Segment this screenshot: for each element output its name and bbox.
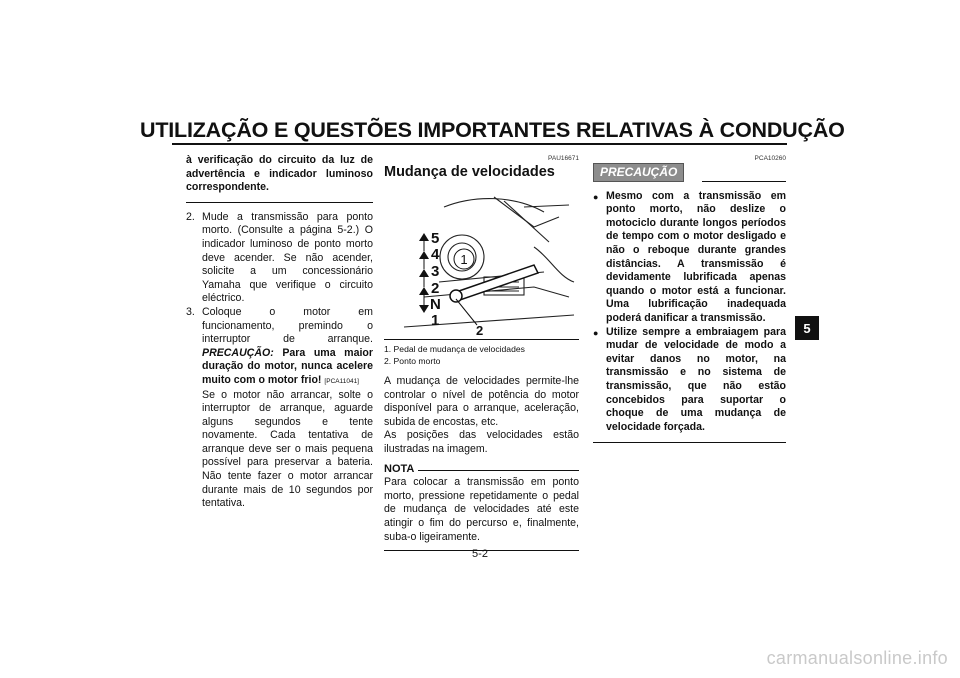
title-rule: [172, 143, 787, 145]
intro-text: à verificação do circuito da luz de advertência e indicador luminoso correspondente.: [186, 154, 373, 194]
caution-code: PCA10260: [754, 155, 786, 162]
figure-caption-1: 1. Pedal de mudança de velocidades: [384, 344, 525, 354]
bullet-text: Utilize sempre a embraiagem para mudar de velocidade de modo a evitar danos no motor, na transmissão e no sistema de transmissão, que não estão concebidos para suportar o choque de uma mudança de velocidade forçada.: [606, 325, 786, 433]
page-title: UTILIZAÇÃO E QUESTÕES IMPORTANTES RELATIVAS À CONDUÇÃO: [140, 118, 845, 142]
caution-bullet-2: [593, 326, 786, 435]
step-body: [202, 306, 373, 511]
caution-bullet-1: [593, 190, 786, 326]
gear-label-3: 3: [431, 263, 440, 280]
step-number: 3.: [186, 305, 195, 318]
precaucao-header: [593, 163, 786, 182]
column-right: [593, 154, 786, 443]
step-number: 2.: [186, 210, 195, 223]
caution-label: PRECAUÇÃO:: [202, 346, 274, 359]
caution-text: Para uma maior duração do motor, nunca acelere muito com o motor frio!: [202, 346, 373, 386]
step-text: Coloque o motor em funcionamento, premindo o interruptor de arranque.: [202, 305, 373, 346]
callout-2: 2: [476, 323, 484, 337]
nota-rule: [418, 470, 579, 471]
gear-shift-illustration: [384, 187, 579, 337]
watermark: carmanualsonline.info: [766, 648, 948, 668]
section-code: PAU16671: [548, 155, 579, 162]
column-left: [186, 154, 373, 511]
step-text: Mude a transmissão para ponto morto. (Consulte a página 5-2.) O indicador luminoso de ponto morto deve acender. Se não acender, solicite a um concessionário Yamaha que verifique o circuito eléctrico.: [202, 210, 373, 305]
paragraph-1: A mudança de velocidades permite-lhe controlar o nível de potência do motor disponível para o arranque, aceleração, subida de encostas, etc.: [384, 375, 579, 428]
gear-label-1: 1: [431, 312, 440, 329]
bullet-icon: ●: [593, 191, 599, 202]
gear-label-5: 5: [431, 230, 440, 247]
step-3: [186, 306, 373, 511]
section-heading: Mudança de velocidades: [384, 164, 555, 180]
gear-label-neutral: N: [430, 296, 441, 313]
step-2: [186, 211, 373, 306]
precaucao-label: PRECAUÇÃO: [593, 163, 684, 182]
gear-label-4: 4: [431, 246, 440, 263]
bullet-text: Mesmo com a transmissão em ponto morto, não deslize o motociclo durante longos períodos de tempo com o motor desligado e não o reboque durante grandes distâncias. A transmissão é devidamente lubrificada apenas quando o motor está a funcionar. Uma lubrificação inadequada poderá danificar a transmissão.: [606, 189, 786, 324]
gear-shift-figure: [384, 187, 579, 337]
caution-code: [PCA11041]: [324, 377, 359, 385]
gear-label-2: 2: [431, 280, 440, 297]
step-text-continued: Se o motor não arrancar, solte o interruptor de arranque, aguarde alguns segundos e tente novamente. Cada tentativa de arranque deve ser o mais pequena possível para preservar a bateria. Não tente fazer o motor arrancar durante mais de 10 segundos por tentativa.: [202, 388, 373, 510]
figure-divider: [384, 339, 579, 340]
nota-header: [384, 463, 579, 477]
nota-text: Para colocar a transmissão em ponto morto, pressione repetidamente o pedal de mudança de velocidades até este atingir o fim do percurso e, finalmente, suba-o ligeiramente.: [384, 476, 579, 543]
chapter-tab: 5: [795, 316, 819, 340]
callout-1: 1: [460, 252, 468, 267]
figure-caption-2: 2. Ponto morto: [384, 356, 441, 366]
page-number: 5-2: [472, 548, 488, 560]
precaucao-rule: [702, 181, 786, 182]
divider: [186, 202, 373, 203]
nota-label: NOTA: [384, 462, 415, 475]
bullet-icon: ●: [593, 327, 599, 338]
caution-end-rule: [593, 442, 786, 443]
paragraph-2: As posições das velocidades estão ilustradas na imagem.: [384, 429, 579, 455]
column-middle: [384, 154, 579, 551]
